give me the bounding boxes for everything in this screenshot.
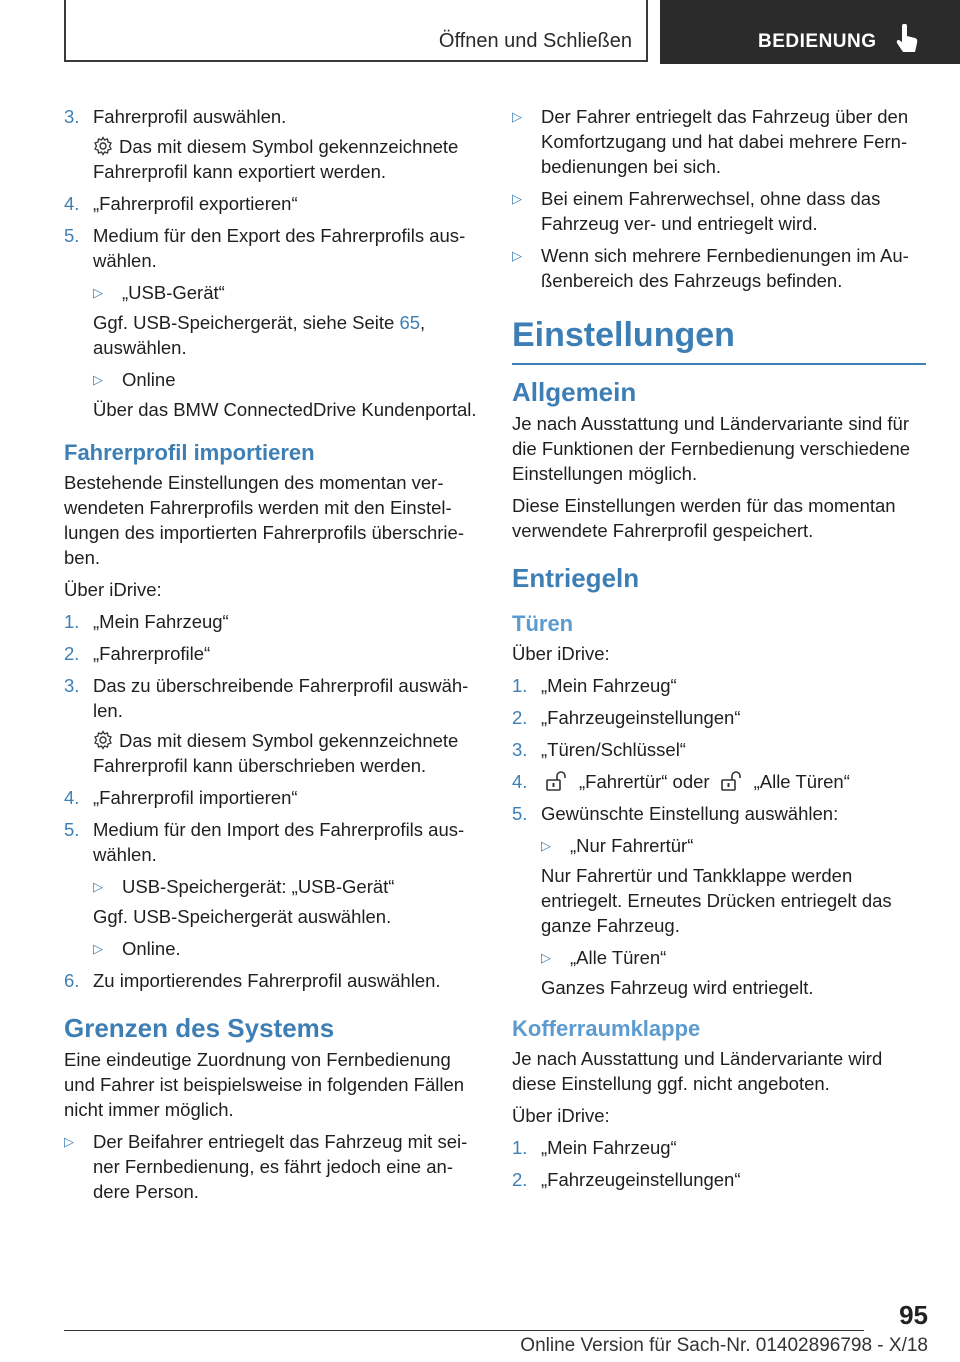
list-item: 4. „Fahrertür“ oder „Alle Türen“ [512, 771, 850, 792]
bullet-sub: Ggf. USB-Speichergerät auswählen. [93, 906, 392, 927]
bullet-sub: Ggf. USB-Speichergerät, siehe Seite 65, auswählen. [93, 312, 426, 358]
gear-icon [93, 730, 113, 750]
bullet-item: ▷ USB-Speichergerät: „USB-Gerät“ [93, 876, 395, 897]
paragraph: Über iDrive: [512, 1105, 610, 1126]
list-item: 2. „Fahrerprofile“ [64, 643, 211, 664]
list-item: 1. „Mein Fahrzeug“ [64, 611, 229, 632]
heading-einstellungen: Einstellungen [512, 313, 926, 365]
page-number: 95 [899, 1300, 928, 1330]
list-item: 4. „Fahrerprofil importieren“ [64, 787, 298, 808]
list-item: 5. Medium für den Import des Fahrerprofils auswählen. [64, 819, 465, 865]
section-title: BEDIENUNG [758, 31, 877, 52]
triangle-bullet-icon: ▷ [512, 248, 522, 263]
triangle-bullet-icon: ▷ [93, 285, 103, 300]
bullet-item: ▷ „USB-Gerät“ [93, 282, 225, 303]
lock-icon [545, 770, 567, 792]
bullet-item: ▷ Online [93, 369, 176, 390]
triangle-bullet-icon: ▷ [64, 1134, 74, 1149]
list-item: 1. „Mein Fahrzeug“ [512, 675, 677, 696]
list-item: 6. Zu importierendes Fahrerprofil auswählen. [64, 970, 441, 991]
list-item: 5. Gewünschte Einstellung auswählen: [512, 803, 839, 824]
left-column [64, 104, 478, 1211]
list-item: 3. Fahrerprofil auswählen. [64, 106, 287, 127]
footer-text: Online Version für Sach-Nr. 01402896798 - X/18 [520, 1335, 928, 1356]
note-import: Das mit diesem Symbol gekennzeichnete Fahrerprofil kann überschrieben werden. [93, 730, 459, 776]
list-item: 3. „Türen/Schlüssel“ [512, 739, 686, 760]
footer-divider [64, 1330, 864, 1331]
right-column [512, 104, 926, 1199]
header-section-box [660, 0, 960, 64]
list-item: 5. Medium für den Export des Fahrerprofils auswählen. [64, 225, 466, 271]
bullet-item: ▷ „Alle Türen“ [541, 947, 667, 968]
lock-icon [720, 770, 742, 792]
list-item: 2. „Fahrzeugeinstellungen“ [512, 1169, 741, 1190]
header-chapter-box [64, 0, 648, 62]
heading-import: Fahrerprofil importieren [64, 440, 315, 465]
paragraph: Eine eindeutige Zuordnung von Fernbedienung und Fahrer ist beispielsweise in folgenden Fällen nicht immer möglich. [64, 1049, 465, 1120]
bullet-item: ▷ Online. [93, 938, 181, 959]
list-item: 3. Das zu überschreibende Fahrerprofil auswählen. [64, 675, 469, 721]
heading-tueren: Türen [512, 611, 574, 636]
bullet-sub: Ganzes Fahrzeug wird entriegelt. [541, 977, 814, 998]
hand-pointer-icon [896, 24, 918, 54]
bullet-sub: Über das BMW ConnectedDrive Kundenportal. [93, 399, 477, 420]
heading-kofferraumklappe: Kofferraumklappe [512, 1016, 701, 1041]
bullet-item: ▷ Wenn sich mehrere Fernbedienungen im Außenbereich des Fahrzeugs befinden. [512, 245, 909, 291]
heading-allgemein: Allgemein [512, 377, 637, 407]
gear-icon [93, 136, 113, 156]
paragraph: Über iDrive: [64, 579, 162, 600]
heading-grenzen: Grenzen des Systems [64, 1013, 335, 1043]
bullet-item: ▷ „Nur Fahrertür“ [541, 835, 694, 856]
triangle-bullet-icon: ▷ [93, 941, 103, 956]
paragraph: Bestehende Einstellungen des momentan verwendeten Fahrerprofils werden mit den Einstellungen des importierten Fahrerprofils überschrieben. [64, 472, 465, 568]
bullet-item: ▷ Der Fahrer entriegelt das Fahrzeug über den Komfortzugang und hat dabei mehrere Fernbedienungen bei sich. [512, 106, 909, 177]
page-link[interactable]: 65 [399, 312, 421, 333]
list-item: 1. „Mein Fahrzeug“ [512, 1137, 677, 1158]
triangle-bullet-icon: ▷ [512, 109, 522, 124]
triangle-bullet-icon: ▷ [512, 191, 522, 206]
paragraph: Diese Einstellungen werden für das momentan verwendete Fahrerprofil gespeichert. [512, 495, 896, 541]
paragraph: Über iDrive: [512, 643, 610, 664]
triangle-bullet-icon: ▷ [541, 838, 551, 853]
bullet-sub: Nur Fahrertür und Tankklappe werden entriegelt. Erneutes Drücken entriegelt das ganze Fahrzeug. [541, 865, 892, 936]
paragraph: Je nach Ausstattung und Ländervariante sind für die Funktionen der Fernbedienung verschiedene Einstellungen möglich. [512, 413, 911, 484]
triangle-bullet-icon: ▷ [93, 372, 103, 387]
note-export: Das mit diesem Symbol gekennzeichnete Fahrerprofil kann exportiert werden. [93, 136, 459, 182]
triangle-bullet-icon: ▷ [93, 879, 103, 894]
chapter-title: Öffnen und Schließen [438, 30, 632, 52]
bullet-item: ▷ Bei einem Fahrerwechsel, ohne dass das Fahrzeug ver- und entriegelt wird. [512, 188, 881, 234]
heading-entriegeln: Entriegeln [512, 563, 640, 593]
paragraph: Je nach Ausstattung und Ländervariante wird diese Einstellung ggf. nicht angeboten. [512, 1048, 883, 1094]
list-item: 4. „Fahrerprofil exportieren“ [64, 193, 298, 214]
bullet-item: ▷ Der Beifahrer entriegelt das Fahrzeug mit seiner Fernbedienung, es fährt jedoch eine andere Person. [64, 1131, 468, 1202]
list-item: 2. „Fahrzeugeinstellungen“ [512, 707, 741, 728]
triangle-bullet-icon: ▷ [541, 950, 551, 965]
